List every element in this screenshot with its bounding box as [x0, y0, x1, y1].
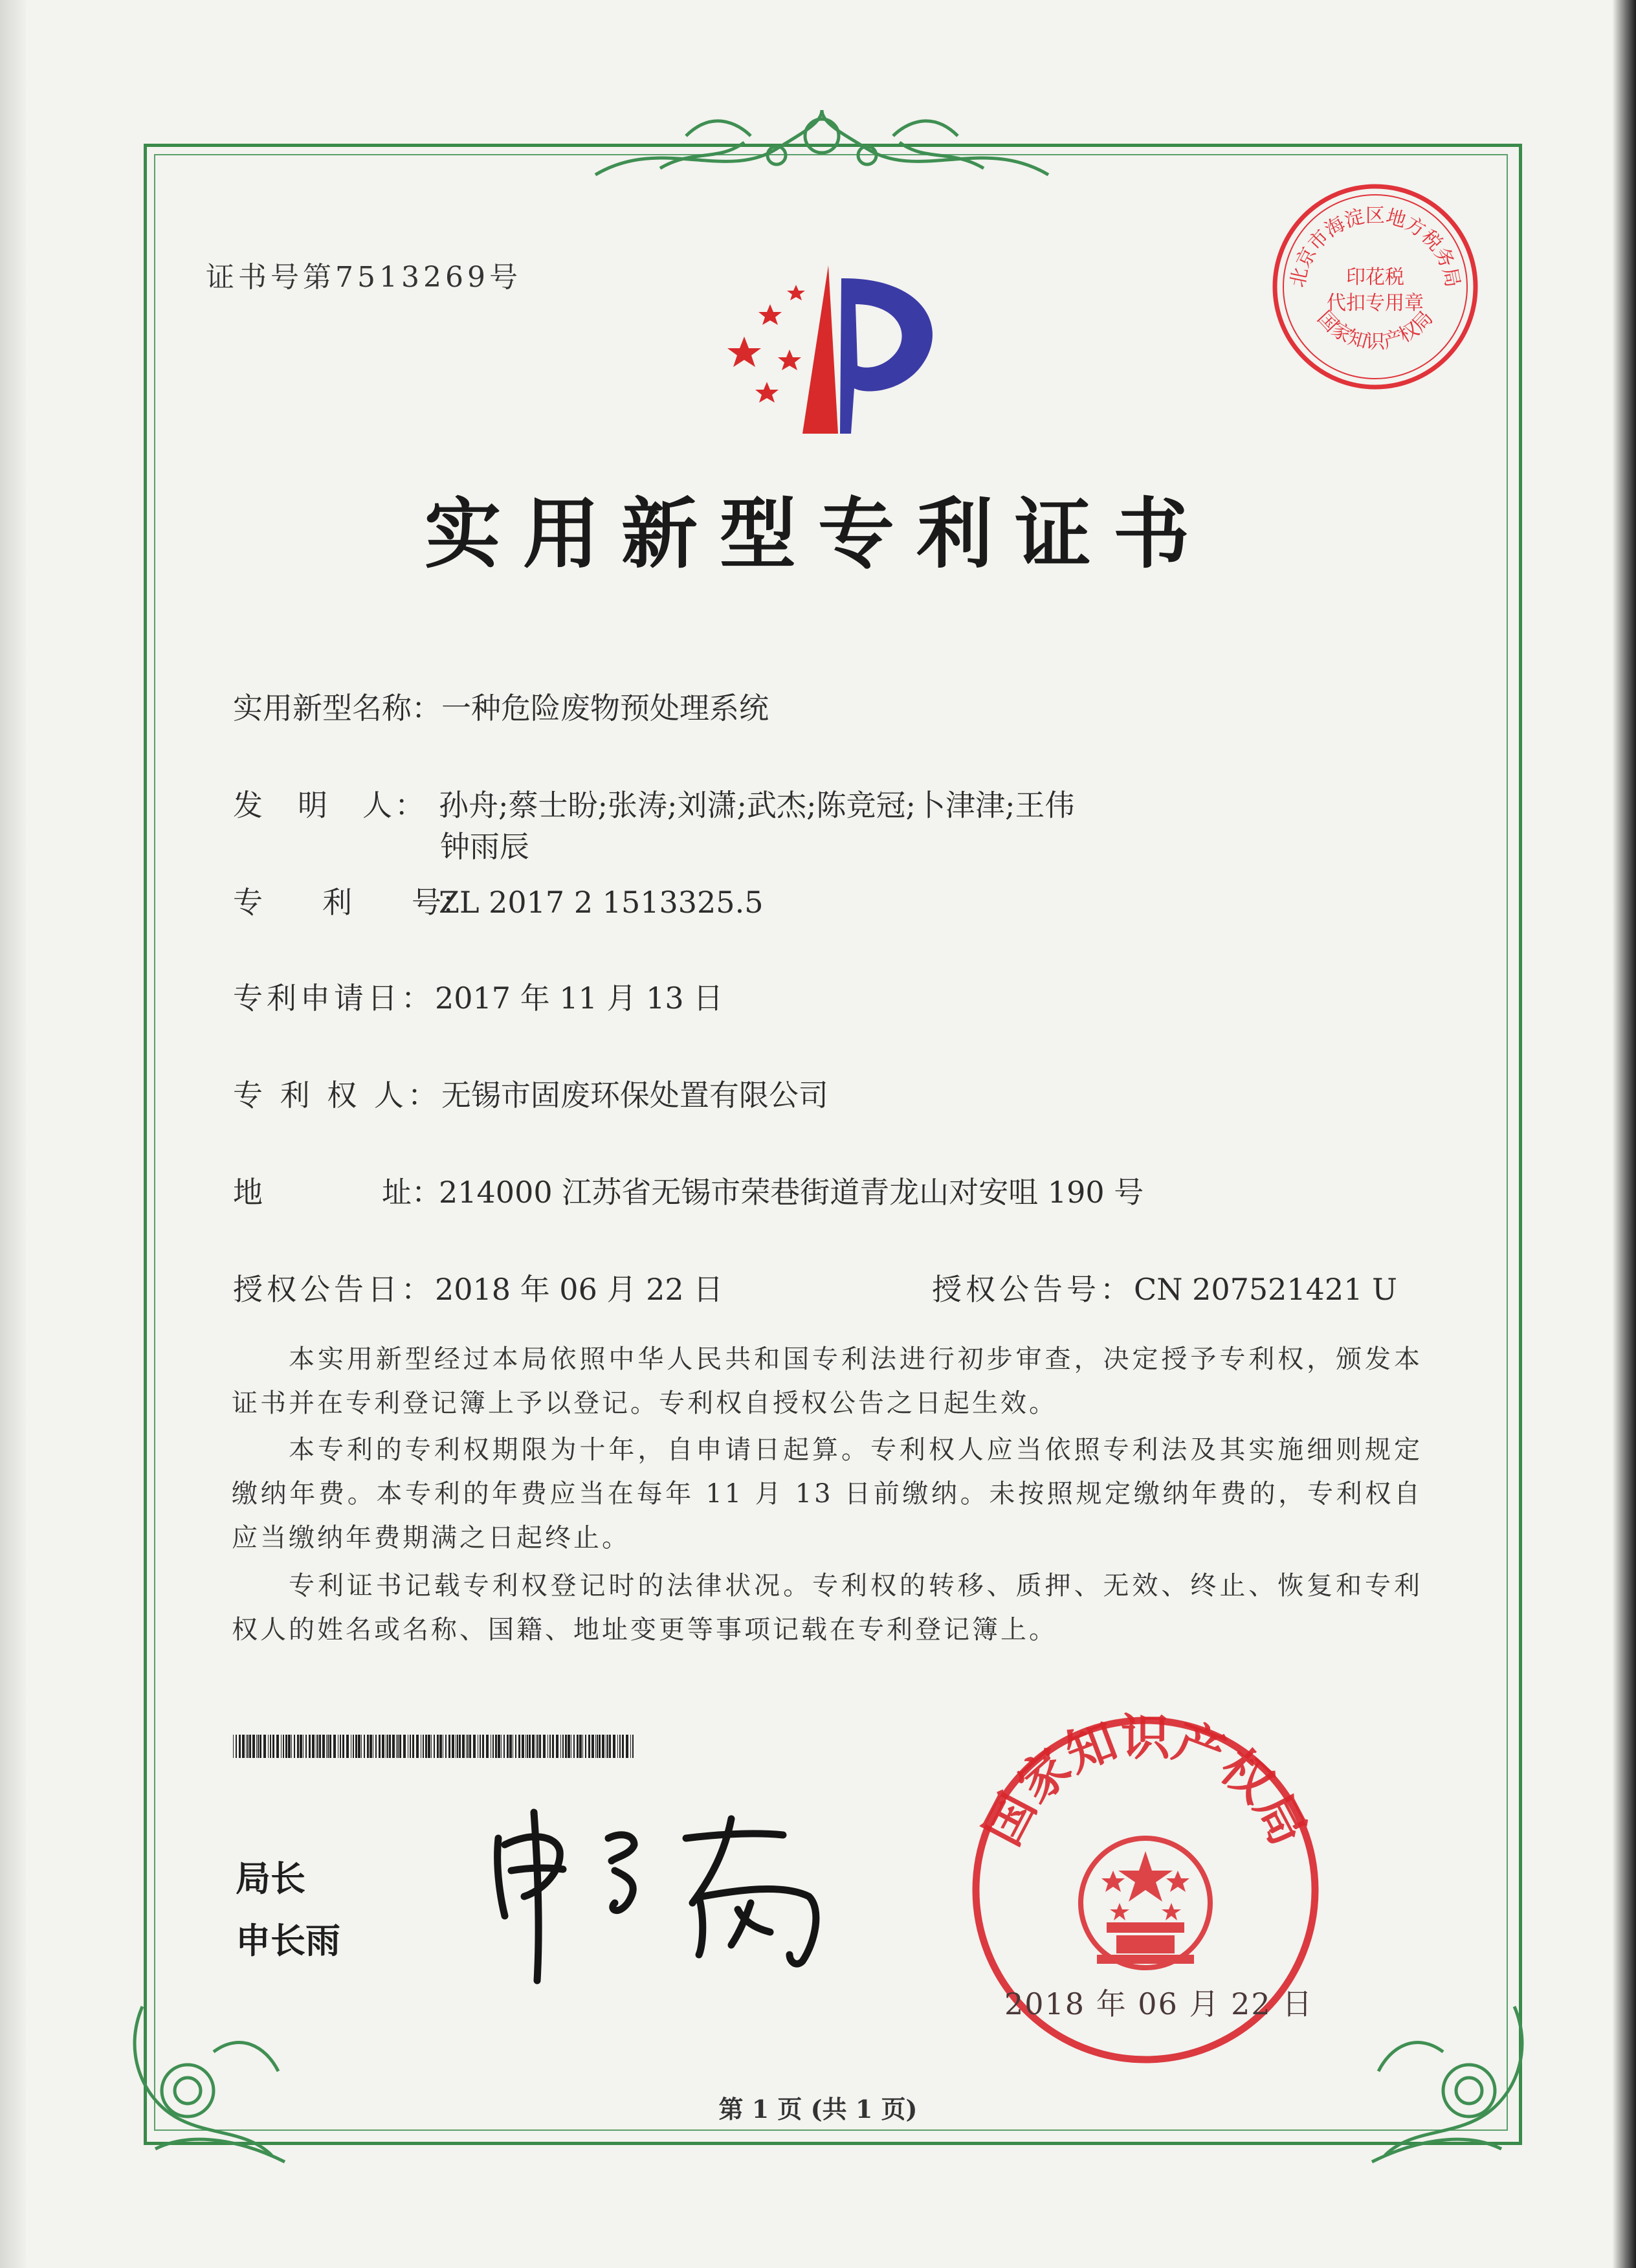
- patent-number-value: ZL 2017 2 1513325.5: [439, 885, 764, 920]
- grant-date-value: 2018 年 06 月 22 日: [435, 1272, 724, 1307]
- bottom-right-ornament: [1320, 1994, 1540, 2181]
- address-label: 地 址：: [233, 1175, 441, 1210]
- body-paragraph-2: 本专利的专利权期限为十年，自申请日起算。专利权人应当依照专利法及其实施细则规定缴纳年费。本专利的年费应当在每年 11 月 13 日前缴纳。未按照规定缴纳年费的，专利权自应当缴纳年费期满之日起终止。: [232, 1435, 1422, 1553]
- director-signature: [479, 1799, 841, 1994]
- filing-date-label: 专利申请日：: [233, 981, 435, 1016]
- svg-text:国家知识产权局: 国家知识产权局: [1312, 306, 1438, 354]
- address-row: [233, 1169, 1144, 1212]
- inventor-value: 孙舟;蔡士盼;张涛;刘潇;武杰;陈竞冠;卜津津;王伟: [439, 788, 1075, 823]
- filing-date-value: 2017 年 11 月 13 日: [435, 981, 724, 1016]
- director-name: 申长雨: [236, 1920, 340, 1961]
- svg-text:代扣专用章: 代扣专用章: [1327, 292, 1424, 315]
- grant-number-row: [932, 1266, 1397, 1309]
- patentee-row: [233, 1072, 828, 1115]
- grant-number-label: 授权公告号：: [932, 1272, 1134, 1307]
- page-edge-right-shadow: [1613, 0, 1636, 2268]
- filing-date-row: [233, 975, 723, 1017]
- patent-number-row: [233, 879, 763, 922]
- svg-text:印花税: 印花税: [1346, 266, 1404, 289]
- svg-text:北京市海淀区地方税务局: 北京市海淀区地方税务局: [1286, 205, 1465, 289]
- body-paragraph-3: 专利证书记载专利权登记时的法律状况。专利权的转移、质押、无效、终止、恢复和专利权人的姓名或名称、国籍、地址变更等事项记载在专利登记簿上。: [232, 1571, 1422, 1645]
- inventor-row: [233, 782, 1075, 825]
- page-number: 第 1 页 (共 1 页): [718, 2095, 918, 2124]
- national-emblem-icon: [1081, 1838, 1210, 1968]
- patent-office-logo: [705, 259, 964, 447]
- top-ornament: [582, 97, 1061, 188]
- inventor-row-2: [440, 823, 529, 866]
- utility-model-name-value: 一种危险废物预处理系统: [441, 691, 769, 726]
- bottom-left-ornament: [116, 1994, 349, 2181]
- address-value: 214000 江苏省无锡市荣巷街道青龙山对安咀 190 号: [439, 1175, 1144, 1210]
- inventor-label: 发 明 人：: [233, 788, 427, 823]
- barcode: [233, 1735, 634, 1758]
- director-title: 局长: [236, 1858, 305, 1899]
- certificate-title: 实用新型专利证书: [424, 489, 1211, 579]
- tax-stamp: [1268, 180, 1482, 394]
- svg-text:国家知识产权局: 国家知识产权局: [973, 1709, 1318, 1854]
- patent-number-label: 专 利 号：: [233, 885, 471, 920]
- body-paragraph-1: 本实用新型经过本局依照中华人民共和国专利法进行初步审查，决定授予专利权，颁发本证书并在专利登记簿上予以登记。专利权自授权公告之日起生效。: [232, 1344, 1422, 1418]
- inventor-value-line2: 钟雨辰: [440, 829, 529, 864]
- grant-number-value: CN 207521421 U: [1134, 1272, 1397, 1307]
- patentee-label: 专 利 权 人：: [233, 1078, 441, 1113]
- grant-date-row: [233, 1266, 723, 1309]
- utility-model-name-label: 实用新型名称：: [233, 691, 441, 726]
- page-edge-shadow: [0, 0, 26, 2268]
- certificate-number: 证书号第7513269号: [206, 261, 522, 294]
- utility-model-name-row: [233, 685, 769, 728]
- patentee-value: 无锡市固废环保处置有限公司: [441, 1078, 828, 1113]
- seal-date: 2018 年 06 月 22 日: [1004, 1986, 1314, 2021]
- grant-date-label: 授权公告日：: [233, 1272, 435, 1307]
